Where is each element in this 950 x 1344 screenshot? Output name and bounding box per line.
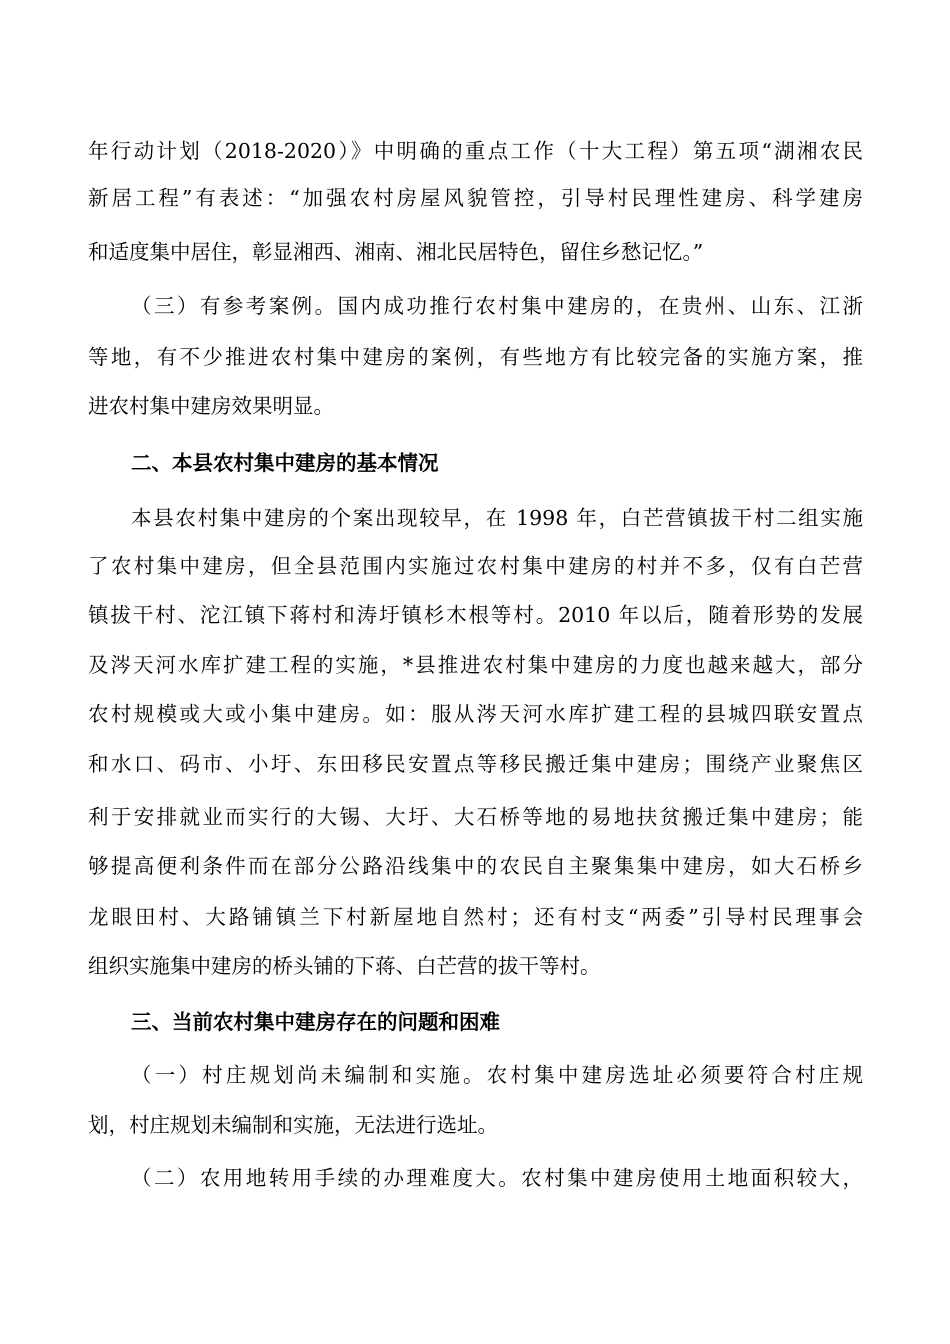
paragraph-4-line-2: 划，村庄规划未编制和实施，无法进行选址。	[88, 1113, 498, 1137]
paragraph-3-line-5: 农村规模或大或小集中建房。如：服从涔天河水库扩建工程的县城四联安置点	[88, 702, 863, 726]
paragraph-3-line-9: 龙眼田村、大路铺镇兰下村新屋地自然村；还有村支“两委”引导村民理事会	[88, 905, 863, 929]
paragraph-3-line-4: 及涔天河水库扩建工程的实施，*县推进农村集中建房的力度也越来越大，部分	[88, 653, 863, 677]
paragraph-3-line-1: 本县农村集中建房的个案出现较早，在 1998 年，白芒营镇拔干村二组实施	[131, 506, 863, 530]
paragraph-2-line-2: 等地，有不少推进农村集中建房的案例，有些地方有比较完备的实施方案，推	[88, 345, 863, 369]
section-heading-3: 三、当前农村集中建房存在的问题和困难	[131, 1010, 500, 1034]
paragraph-3-line-8: 够提高便利条件而在部分公路沿线集中的农民自主聚集集中建房，如大石桥乡	[88, 854, 863, 878]
paragraph-1-line-3: 和适度集中居住，彰显湘西、湘南、湘北民居特色，留住乡愁记忆。”	[88, 240, 704, 264]
paragraph-2-line-3: 进农村集中建房效果明显。	[88, 394, 334, 418]
paragraph-1-line-1: 年行动计划（2018-2020）》中明确的重点工作（十大工程）第五项“湖湘农民	[88, 139, 863, 163]
paragraph-1-line-2: 新居工程”有表述：“加强农村房屋风貌管控，引导村民理性建房、科学建房	[88, 186, 863, 210]
paragraph-3-line-6: 和水口、码市、小圩、东田移民安置点等移民搬迁集中建房；围绕产业聚焦区	[88, 752, 863, 776]
paragraph-3-line-3: 镇拔干村、沱江镇下蒋村和涛圩镇杉木根等村。2010 年以后，随着形势的发展	[88, 603, 863, 627]
paragraph-3-line-7: 利于安排就业而实行的大锡、大圩、大石桥等地的易地扶贫搬迁集中建房；能	[88, 805, 863, 829]
paragraph-2-line-1: （三）有参考案例。国内成功推行农村集中建房的，在贵州、山东、江浙	[131, 294, 863, 318]
paragraph-5-line-1: （二）农用地转用手续的办理难度大。农村集中建房使用土地面积较大，	[131, 1166, 863, 1190]
paragraph-3-line-10: 组织实施集中建房的桥头铺的下蒋、白芒营的拔干等村。	[88, 954, 601, 978]
paragraph-3-line-2: 了农村集中建房，但全县范围内实施过农村集中建房的村并不多，仅有白芒营	[88, 554, 863, 578]
section-heading-2: 二、本县农村集中建房的基本情况	[131, 451, 439, 475]
paragraph-4-line-1: （一）村庄规划尚未编制和实施。农村集中建房选址必须要符合村庄规	[131, 1063, 863, 1087]
